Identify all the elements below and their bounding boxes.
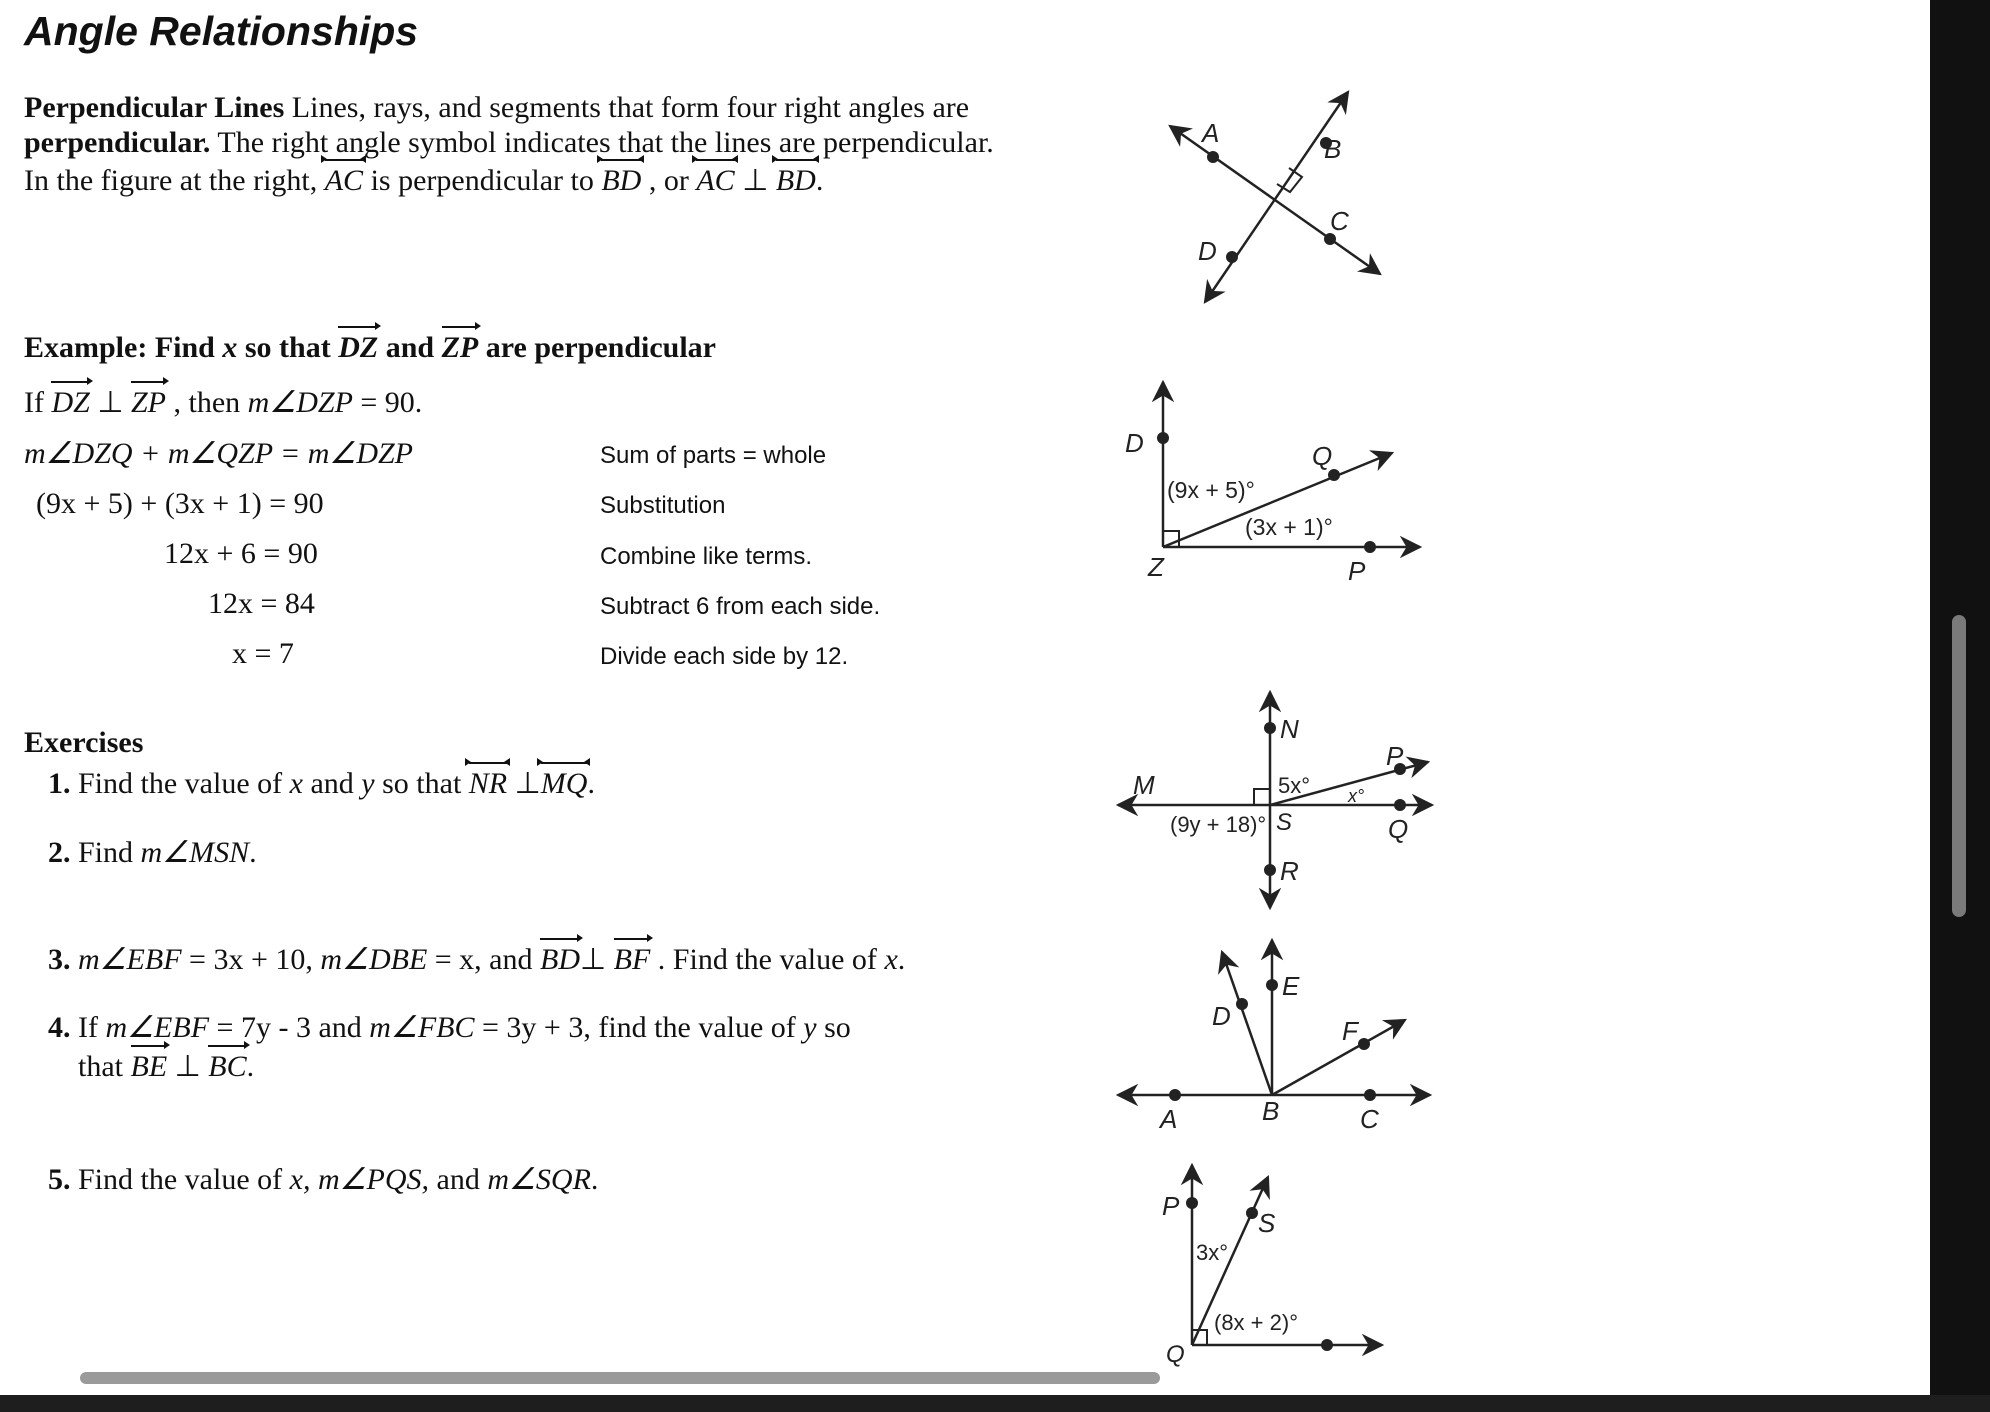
fig3-point-n bbox=[1264, 722, 1276, 734]
example-heading-b: so that bbox=[237, 331, 339, 364]
figure-4 bbox=[1118, 940, 1430, 1095]
step-4-reason: Subtract 6 from each side. bbox=[600, 593, 881, 620]
ex4-c: = 7y - 3 and bbox=[209, 1011, 370, 1044]
fig3-angle-9y18: (9y + 18)° bbox=[1170, 812, 1267, 837]
ex3-f: . bbox=[897, 943, 906, 976]
fig5-label-q: Q bbox=[1166, 1341, 1185, 1368]
intro-text-3c: , or bbox=[641, 164, 697, 197]
ex5-number: 5. bbox=[48, 1163, 71, 1196]
step-2-eq: (9x + 5) + (3x + 1) = 90 bbox=[36, 487, 324, 520]
ex1-number: 1. bbox=[48, 767, 71, 800]
ex1-line-mq: MQ bbox=[541, 765, 588, 803]
ex1-x: x bbox=[289, 767, 303, 800]
ex4-y: y bbox=[803, 1011, 817, 1044]
example-heading-c: and bbox=[378, 331, 442, 364]
fig4-label-c: C bbox=[1360, 1104, 1379, 1134]
step-3-eq: 12x + 6 = 90 bbox=[164, 537, 318, 570]
fig3-label-m: M bbox=[1133, 770, 1155, 800]
if-d: = 90. bbox=[352, 386, 423, 419]
fig4-point-d bbox=[1236, 998, 1248, 1010]
ex3-perp: ⊥ bbox=[580, 943, 614, 976]
ray-zp: ZP bbox=[442, 329, 479, 367]
ex5-e: . bbox=[590, 1163, 599, 1196]
ex4-d: m∠FBC bbox=[369, 1011, 475, 1044]
line-bd-2: BD bbox=[776, 162, 816, 200]
fig4-label-f: F bbox=[1342, 1016, 1358, 1046]
fig3-angle-5x: 5x° bbox=[1278, 773, 1311, 798]
fig2-point-p bbox=[1364, 541, 1376, 553]
bottom-bar bbox=[0, 1395, 1990, 1412]
fig2-angle-2: (3x + 1)° bbox=[1245, 514, 1333, 540]
step-1-reason: Sum of parts = whole bbox=[600, 442, 827, 469]
fig4-point-e bbox=[1266, 979, 1278, 991]
fig5-point-r bbox=[1321, 1339, 1333, 1351]
fig4-label-a: A bbox=[1160, 1104, 1178, 1134]
fig5-angle-8x2: (8x + 2)° bbox=[1214, 1310, 1298, 1335]
fig1-points bbox=[1207, 137, 1336, 263]
if-b: , then bbox=[166, 386, 248, 419]
ex4-number: 4. bbox=[48, 1011, 71, 1044]
ex4-b: m∠EBF bbox=[105, 1011, 210, 1044]
ex1-b: and bbox=[302, 767, 362, 800]
fig3-point-r bbox=[1264, 864, 1276, 876]
fig4-point-f bbox=[1358, 1038, 1370, 1050]
fig1-point-d bbox=[1226, 251, 1238, 263]
fig1-label-a: A bbox=[1202, 118, 1220, 148]
fig1-label-c: C bbox=[1330, 206, 1349, 236]
intro-text-3b: is perpendicular to bbox=[363, 164, 602, 197]
ex1-perp: ⊥ bbox=[507, 767, 541, 800]
if-a: If bbox=[24, 386, 52, 419]
ex1-a: Find the value of bbox=[70, 767, 290, 800]
fig4-label-e: E bbox=[1282, 971, 1300, 1001]
line-ac-2: AC bbox=[696, 162, 734, 200]
fig3-label-n: N bbox=[1280, 714, 1299, 744]
step-4-eq: 12x = 84 bbox=[208, 587, 315, 620]
if-ray-dz: DZ bbox=[51, 384, 89, 422]
fig1-point-a bbox=[1207, 151, 1219, 163]
if-c: m∠DZP bbox=[247, 386, 353, 419]
line-bd: BD bbox=[601, 162, 641, 200]
ex4-a: If bbox=[70, 1011, 106, 1044]
ex4-f: so bbox=[816, 1011, 851, 1044]
line-ac: AC bbox=[325, 162, 363, 200]
page-title: Angle Relationships bbox=[24, 8, 419, 54]
ex1-d: . bbox=[587, 767, 595, 800]
if-perp: ⊥ bbox=[89, 386, 131, 419]
ex3-x: x bbox=[884, 943, 898, 976]
ex3-c: m∠DBE bbox=[320, 943, 428, 976]
fig4-label-b: B bbox=[1262, 1096, 1280, 1126]
fig2-point-d bbox=[1157, 432, 1169, 444]
fig3-label-s: S bbox=[1276, 809, 1293, 836]
fig3-angle-x: x° bbox=[1348, 786, 1365, 806]
ex2-a: Find bbox=[70, 836, 141, 869]
fig4-ray-bf bbox=[1272, 1020, 1405, 1095]
example-heading-d: are perpendicular bbox=[478, 331, 716, 364]
term-perpendicular-lines: Perpendicular Lines bbox=[24, 91, 285, 124]
ex4-perp: ⊥ bbox=[167, 1050, 209, 1083]
fig5-label-p: P bbox=[1162, 1191, 1180, 1221]
ex3-b: = 3x + 10, bbox=[181, 943, 321, 976]
ex5-a: Find the value of bbox=[70, 1163, 290, 1196]
fig4-point-a bbox=[1169, 1089, 1181, 1101]
fig2-label-q: Q bbox=[1312, 441, 1333, 471]
ex4-e: = 3y + 3, find the value of bbox=[474, 1011, 804, 1044]
ex2-c: . bbox=[249, 836, 257, 869]
ex1-line-nr: NR bbox=[469, 765, 507, 803]
ex5-c: and bbox=[429, 1163, 488, 1196]
ex4-ray-be: BE bbox=[131, 1048, 168, 1086]
fig1-label-b: B bbox=[1324, 134, 1342, 164]
fig1-line-bd bbox=[1205, 92, 1348, 302]
fig5-angle-3x: 3x° bbox=[1196, 1240, 1229, 1265]
step-2-reason: Substitution bbox=[600, 492, 726, 519]
fig4-point-c bbox=[1364, 1089, 1376, 1101]
intro-text-1: Lines, rays, and segments that form four right angles are bbox=[284, 91, 970, 124]
ex3-ray-bd: BD bbox=[540, 941, 580, 979]
fig3-label-q: Q bbox=[1388, 814, 1409, 844]
fig2-label-p: P bbox=[1348, 556, 1366, 586]
fig5-label-s: S bbox=[1258, 1208, 1276, 1238]
ex4-h: . bbox=[246, 1050, 255, 1083]
ex1-y: y bbox=[361, 767, 375, 800]
ex3-number: 3. bbox=[48, 943, 71, 976]
intro-text-3d: . bbox=[815, 164, 824, 197]
if-ray-zp: ZP bbox=[131, 384, 166, 422]
ex5-b: x, m∠PQS, bbox=[289, 1163, 430, 1196]
step-5-reason: Divide each side by 12. bbox=[600, 643, 849, 670]
fig5-point-p bbox=[1186, 1197, 1198, 1209]
ex3-a: m∠EBF bbox=[70, 943, 182, 976]
ex2-b: m∠MSN bbox=[140, 836, 250, 869]
example-heading-a: Example: Find bbox=[24, 331, 223, 364]
fig2-angle-1: (9x + 5)° bbox=[1167, 477, 1255, 503]
step-5-eq: x = 7 bbox=[232, 637, 294, 670]
fig3-label-p: P bbox=[1386, 741, 1404, 771]
ex2-number: 2. bbox=[48, 836, 71, 869]
ex1-c: so that bbox=[374, 767, 469, 800]
figure-3 bbox=[1118, 692, 1432, 908]
ex5-d: m∠SQR bbox=[487, 1163, 591, 1196]
fig3-label-r: R bbox=[1280, 856, 1299, 886]
fig4-label-d: D bbox=[1212, 1001, 1231, 1031]
vertical-scrollbar[interactable] bbox=[1952, 615, 1966, 917]
fig3-right-angle bbox=[1254, 789, 1270, 805]
step-1-eq: m∠DZQ + m∠QZP = m∠DZP bbox=[24, 437, 413, 470]
ex4-ray-bc: BC bbox=[208, 1048, 246, 1086]
ex3-ray-bf: BF bbox=[614, 941, 651, 979]
step-3-reason: Combine like terms. bbox=[600, 543, 813, 570]
intro-text-2: The right angle symbol indicates that the lines are perpendicular. bbox=[210, 126, 994, 159]
fig3-points bbox=[1264, 722, 1409, 876]
horizontal-scrollbar[interactable] bbox=[80, 1372, 1160, 1384]
fig1-label-d: D bbox=[1198, 236, 1217, 266]
term-perpendicular: perpendicular. bbox=[24, 126, 211, 159]
exercises-heading: Exercises bbox=[24, 726, 144, 759]
perp-symbol: ⊥ bbox=[734, 164, 776, 197]
fig3-point-q bbox=[1394, 799, 1406, 811]
fig2-label-z: Z bbox=[1148, 552, 1164, 582]
ex3-e: . Find the value of bbox=[650, 943, 885, 976]
example-heading-x: x bbox=[222, 331, 238, 364]
ray-dz: DZ bbox=[338, 329, 378, 367]
fig2-label-d: D bbox=[1125, 428, 1144, 458]
fig5-point-s bbox=[1246, 1207, 1258, 1219]
ex4-g: that bbox=[78, 1050, 131, 1083]
ex3-d: = x, and bbox=[427, 943, 540, 976]
intro-text-3a: In the figure at the right, bbox=[24, 164, 325, 197]
